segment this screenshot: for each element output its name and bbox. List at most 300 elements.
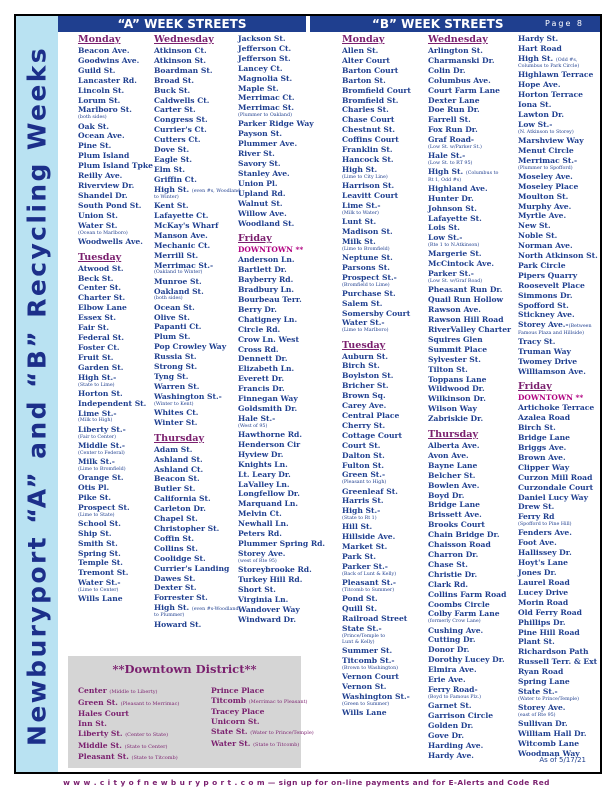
street-label: Riverview Dr. (78, 180, 135, 190)
street-label: Smith St. (78, 538, 118, 548)
street-label: Horton St. (78, 388, 123, 398)
street-label: Oakland St. (154, 286, 204, 296)
street-name (154, 185, 240, 195)
header-b-week (310, 16, 602, 32)
street-label: Oak St. (78, 121, 110, 131)
downtown-street-name: Middle St. (78, 740, 125, 750)
street-label: Park Circle (518, 260, 566, 270)
street-label: Plum St. (154, 332, 191, 342)
street-name (154, 201, 240, 211)
street-label: Washington St.- (154, 391, 222, 401)
street-label: Fox Run Dr. (428, 125, 478, 135)
street-name (342, 562, 411, 572)
street-label: Bricher St. (342, 381, 389, 391)
page-frame (14, 14, 602, 774)
street-name (342, 594, 411, 604)
street-note: (Low St. w/Parker St.) (428, 145, 482, 151)
street-name (518, 647, 598, 657)
street-name (518, 251, 598, 261)
street-label: Summit Place (428, 344, 488, 354)
street-label: Park St. (342, 552, 376, 562)
street-name (154, 524, 240, 534)
street-label: Charmanski Dr. (428, 55, 495, 65)
street-label: Arlington St. (428, 46, 483, 55)
street-label: Garnet St. (428, 701, 472, 711)
street-name (154, 583, 240, 593)
street-label: High St. (342, 164, 378, 174)
street-name (342, 227, 411, 237)
street-name (78, 363, 153, 373)
street-name (342, 401, 411, 411)
street-name (342, 421, 411, 431)
street-name (78, 343, 153, 353)
day-heading: Friday (238, 233, 272, 245)
street-name (154, 342, 240, 352)
street-label: Forrester St. (154, 593, 208, 603)
downtown-district-title: **Downtown District** (112, 662, 257, 676)
street-label: Merrimac St.- (154, 260, 214, 270)
street-note: (Brown to Washington) (342, 666, 399, 672)
street-label: Bowlen Ave. (428, 480, 480, 490)
street-label: Railroad Street (342, 614, 408, 624)
street-name (78, 237, 153, 247)
street-note: (Boyd to Famous Plz.) (428, 694, 481, 700)
street-label: Russia St. (154, 352, 197, 362)
street-name (238, 509, 325, 519)
street-label: Atkinson St. (154, 55, 207, 65)
street-name (154, 514, 240, 524)
street-name (342, 646, 411, 656)
street-name (518, 70, 598, 80)
street-label: Brown Ave. (518, 452, 566, 462)
street-label: Lancaster Rd. (78, 75, 137, 85)
street-name (518, 357, 598, 367)
street-label: Warren St. (154, 381, 200, 391)
street-label: Elizabeth Ln. (238, 364, 295, 374)
street-name (342, 441, 411, 451)
street-label: State St.- (342, 624, 382, 634)
street-label: Richardson Path (518, 647, 589, 657)
street-label: Laurel Road (518, 578, 570, 588)
street-label: Chaisson Road (428, 540, 491, 550)
street-label: Fenders Ave. (518, 528, 572, 538)
street-label: Jackson St. (238, 34, 286, 43)
street-name (342, 201, 411, 211)
street-name (342, 115, 411, 125)
street-label: Ship St. (78, 528, 112, 538)
street-label: Pine St. (78, 141, 112, 151)
street-name (428, 365, 511, 375)
street-name (238, 315, 325, 325)
street-label: Greenleaf St. (342, 486, 398, 496)
street-name (238, 64, 325, 74)
street-label: Coffins Court (342, 135, 399, 145)
street-name (428, 167, 511, 177)
street-label: Collins Farm Road (428, 589, 507, 599)
street-label: Henderson Cir (238, 439, 301, 449)
street-label: Graf Road- (428, 135, 475, 145)
street-note: Rt 1, Odd #s) (428, 177, 462, 183)
street-name (78, 493, 153, 503)
street-label: Alberta Ave. (428, 441, 480, 451)
street-name (518, 433, 598, 443)
street-label: Elm St. (154, 164, 185, 174)
street-name (78, 274, 153, 284)
street-label: Whites Ct. (154, 407, 199, 417)
street-note: (Milk to High) (78, 418, 113, 424)
street-name (428, 135, 511, 145)
street-name (78, 594, 153, 604)
street-name (518, 202, 598, 212)
street-label: Hyview Dr. (238, 449, 284, 459)
street-note: Lunt & Kelly) (342, 640, 375, 646)
street-label: Summer St. (342, 646, 393, 656)
street-name (342, 411, 411, 421)
street-label: Simmons Dr. (518, 290, 573, 300)
street-label: Zabriskie Dr. (428, 414, 484, 424)
street-name (342, 135, 411, 145)
street-name (518, 110, 598, 120)
street-label: Brissett Ave. (428, 510, 482, 520)
street-note: (even #s, Woodland (191, 188, 241, 194)
street-label: Roosevelt Place (518, 280, 585, 290)
street-name (428, 56, 511, 66)
street-name (518, 192, 598, 202)
street-label: Plant St. (518, 637, 555, 647)
street-name (518, 578, 598, 588)
street-label: Everett Dr. (238, 374, 285, 384)
street-label: Allen St. (342, 46, 379, 55)
street-note: (Back of Lunt & Kelly) (342, 572, 397, 578)
street-label: Briggs Ave. (518, 443, 567, 453)
street-name (518, 367, 598, 377)
street-name (342, 263, 411, 273)
street-label: High St.- (78, 372, 117, 382)
downtown-marker: DOWNTOWN ** (518, 393, 584, 403)
street-name (342, 145, 411, 155)
street-label: Dalton St. (342, 450, 385, 460)
street-label: Goldsmith Dr. (238, 404, 298, 414)
street-name (428, 600, 511, 610)
street-label: Plum Island (78, 151, 130, 161)
street-name (154, 76, 240, 86)
street-name (78, 66, 153, 76)
street-name (428, 731, 511, 741)
street-label: Pheasant Run Dr. (428, 285, 503, 295)
street-note: (Lime to City Line) (342, 174, 388, 180)
street-name (238, 275, 325, 285)
street-label: Daniel Lucy Way (518, 492, 589, 502)
street-label: Titcomb St.- (342, 656, 395, 666)
street-name (78, 211, 153, 221)
downtown-street-name: Tracey Place (211, 707, 265, 717)
street-name (518, 44, 598, 54)
street-name (154, 303, 240, 313)
street-name (78, 441, 153, 451)
street-name (154, 56, 240, 66)
street-label: Woodland St. (238, 218, 295, 228)
street-name (342, 165, 411, 175)
header-b-title: “B” WEEK STREETS (372, 17, 504, 31)
day-heading: Thursday (428, 429, 479, 441)
street-name (518, 598, 598, 608)
street-label: Bromfield Court (342, 85, 411, 95)
street-name (154, 352, 240, 362)
street-label: Currier's Landing (154, 563, 230, 573)
street-label: Moulton St. (518, 191, 569, 201)
street-name (238, 285, 325, 295)
street-note: (Lime to Center) (78, 588, 119, 594)
street-name (428, 560, 511, 570)
street-label: Bridge Lane (428, 500, 481, 510)
street-label: Milk St. (342, 236, 376, 246)
street-label: Prospect St. (78, 502, 130, 512)
street-name (154, 135, 240, 145)
street-note: (Bromfield to Lime) (342, 282, 390, 288)
street-note: (Rte 1 to N.Atkinson) (428, 243, 480, 249)
downtown-street-name: Hales Court (78, 709, 129, 719)
street-name (238, 84, 325, 94)
street-name (518, 443, 598, 453)
as-of-date: As of 5/17/21 (539, 756, 586, 764)
street-name (238, 404, 325, 414)
street-label: Circle Rd. (238, 324, 281, 334)
street-label: Carter St. (154, 105, 196, 115)
street-name (154, 484, 240, 494)
street-label: Curzondale Court (518, 482, 594, 492)
street-label: Garrison Circle (428, 711, 494, 720)
downtown-street-name: Liberty St. (78, 728, 126, 738)
street-name (518, 172, 598, 182)
street-label: Shandel Dr. (78, 190, 128, 200)
street-label: Stanley Ave. (238, 168, 290, 178)
street-label: Witcomb Lane (518, 739, 580, 749)
street-name (238, 179, 325, 189)
street-label: Merrill St. (154, 250, 199, 260)
street-label: Cutters Ct. (154, 135, 201, 145)
street-name (342, 309, 411, 319)
street-label: Pike St. (78, 492, 111, 502)
street-name (78, 76, 153, 86)
street-label: McKay's Wharf (154, 220, 219, 230)
street-note: to Plummer) (154, 613, 185, 619)
downtown-street-name: Unicorn St. (211, 717, 260, 727)
street-note: (State to Rt 1) (342, 516, 377, 522)
street-label: Iona St. (518, 99, 552, 109)
street-name (518, 231, 598, 241)
street-label: Walnut St. (238, 198, 283, 208)
street-label: Clipper Way (518, 462, 570, 472)
street-name (342, 289, 411, 299)
street-name (342, 76, 411, 86)
street-name (78, 171, 153, 181)
street-label: Maple St. (238, 83, 279, 93)
street-label: Storey Ave. (238, 548, 286, 558)
street-label: Broad St. (154, 75, 194, 85)
street-label: Cutting Dr. (428, 635, 476, 645)
downtown-street (78, 752, 179, 764)
downtown-street-name: Titcomb (211, 695, 249, 705)
day-heading: Monday (78, 34, 121, 45)
street-name (238, 265, 325, 275)
street-name (154, 544, 240, 554)
street-name (78, 131, 153, 141)
street-label: Auburn St. (342, 351, 389, 361)
street-label: Ashland Ct. (154, 464, 204, 474)
street-name (428, 375, 511, 385)
street-name (78, 389, 153, 399)
page-number: Page 8 (545, 19, 584, 28)
street-label: Atwood St. (78, 263, 124, 273)
street-label: Cross Rd. (238, 344, 279, 354)
street-label: Low St.- (428, 233, 463, 243)
street-label: Low St.- (518, 119, 553, 129)
day-heading: Wednesday (428, 34, 488, 45)
street-label: Somersby Court (342, 308, 411, 318)
street-name (518, 120, 598, 130)
street-name (154, 211, 240, 221)
street-label: Prospect St.- (342, 272, 397, 282)
street-label: Wills Lane (342, 708, 387, 718)
street-name (238, 364, 325, 374)
street-name (154, 620, 240, 630)
street-name (78, 483, 153, 493)
street-name (238, 499, 325, 509)
street-label: Short St. (238, 584, 276, 594)
street-name (428, 105, 511, 115)
street-name (518, 512, 598, 522)
street-note: (Lime to Marlboro) (342, 328, 389, 334)
street-label: Howard St. (154, 619, 202, 629)
street-label: Parker Ridge Way (238, 119, 314, 129)
street-name (518, 528, 598, 538)
street-label: Currier's Ct. (154, 125, 207, 135)
street-name (428, 249, 511, 259)
street-label: Salem St. (342, 298, 383, 308)
street-name (518, 337, 598, 347)
street-label: Marquand Ln. (238, 499, 299, 509)
street-label: Pleasant St.- (342, 578, 397, 588)
street-name (518, 90, 598, 100)
street-label: Colby Farm Lane (428, 609, 500, 619)
street-name (518, 568, 598, 578)
street-note: (Low St. w/Graf Road) (428, 279, 483, 285)
street-label: Willow Ave. (238, 208, 287, 218)
street-name (428, 345, 511, 355)
street-note: (State to Lime) (78, 382, 115, 388)
downtown-streets-right (211, 686, 314, 750)
b-week-column-3 (518, 34, 598, 759)
street-name (428, 635, 511, 645)
street-label: Chain Bridge Dr. (428, 530, 500, 540)
street-name (238, 335, 325, 345)
street-name (238, 595, 325, 605)
street-label: Butler St. (154, 484, 196, 494)
street-name (78, 141, 153, 151)
street-label: Boyd Dr. (428, 490, 465, 500)
street-label: Storey Ave.- (518, 320, 569, 330)
street-label: Brown Sq. (342, 391, 386, 401)
street-name (342, 522, 411, 532)
street-name (518, 100, 598, 110)
street-name (342, 451, 411, 461)
street-label: Berry Dr. (238, 304, 277, 314)
street-name (342, 318, 411, 328)
street-name (238, 119, 325, 129)
street-name (342, 217, 411, 227)
street-name (154, 251, 240, 261)
street-label: Gove Dr. (428, 730, 464, 740)
street-label: Harding Ave. (428, 740, 484, 750)
street-name (154, 455, 240, 465)
street-label: Magnolia St. (238, 73, 293, 83)
day-heading: Thursday (154, 432, 205, 444)
b-week-column-2 (428, 34, 511, 761)
street-name (154, 408, 240, 418)
street-label: Harris St. (342, 496, 384, 506)
street-label: Olive St. (154, 312, 190, 322)
street-label: Knights Ln. (238, 459, 288, 469)
street-label: Cherry St. (342, 420, 386, 430)
street-label: Lunt St. (342, 216, 377, 226)
street-label: Crow Ln. West (238, 334, 299, 344)
street-label: Lincoln St. (78, 85, 125, 95)
street-label: Middle St.- (78, 440, 126, 450)
street-label: Cottage Court (342, 430, 402, 440)
street-name (238, 585, 325, 595)
street-name (342, 552, 411, 562)
street-note: to Winter) (154, 194, 179, 200)
street-label: Donor Dr. (428, 645, 470, 655)
street-name (518, 739, 598, 749)
street-label: Jefferson Ct. (238, 43, 292, 53)
street-name (238, 44, 325, 54)
street-label: Tyng St. (154, 372, 189, 381)
street-label: Green St.- (342, 470, 386, 480)
street-name (518, 483, 598, 493)
downtown-street (211, 696, 314, 708)
street-label: Coombs Circle (428, 599, 490, 609)
street-name (78, 105, 153, 115)
street-label: Hart Road (518, 43, 562, 53)
street-label: Wandover Way (238, 604, 300, 614)
street-label: Jones Dr. (518, 568, 557, 578)
street-name (78, 96, 153, 106)
street-label: Bayne Lane (428, 460, 478, 470)
street-label: Carey Ave. (342, 401, 387, 411)
street-name (428, 125, 511, 135)
street-name (428, 530, 511, 540)
street-label: High St. (154, 184, 192, 194)
street-label: McCintock Ave. (428, 259, 495, 269)
street-name (428, 115, 511, 125)
street-note: (both sides) (78, 115, 107, 121)
street-label: Plummer Ave. (238, 139, 298, 149)
street-label: Hill St. (342, 522, 373, 532)
street-name (428, 441, 511, 451)
street-name (154, 564, 240, 574)
street-label: Ferry Road- (428, 684, 478, 694)
street-name (342, 542, 411, 552)
street-note: (Water to Prince/Temple) (518, 696, 579, 702)
street-note: (Fair to Center) (78, 434, 116, 440)
street-name (238, 529, 325, 539)
street-name (428, 665, 511, 675)
street-name (518, 502, 598, 512)
street-label: Boylston St. (342, 371, 394, 381)
street-label: Dove St. (154, 145, 190, 155)
street-label: Independent St. (78, 398, 147, 408)
